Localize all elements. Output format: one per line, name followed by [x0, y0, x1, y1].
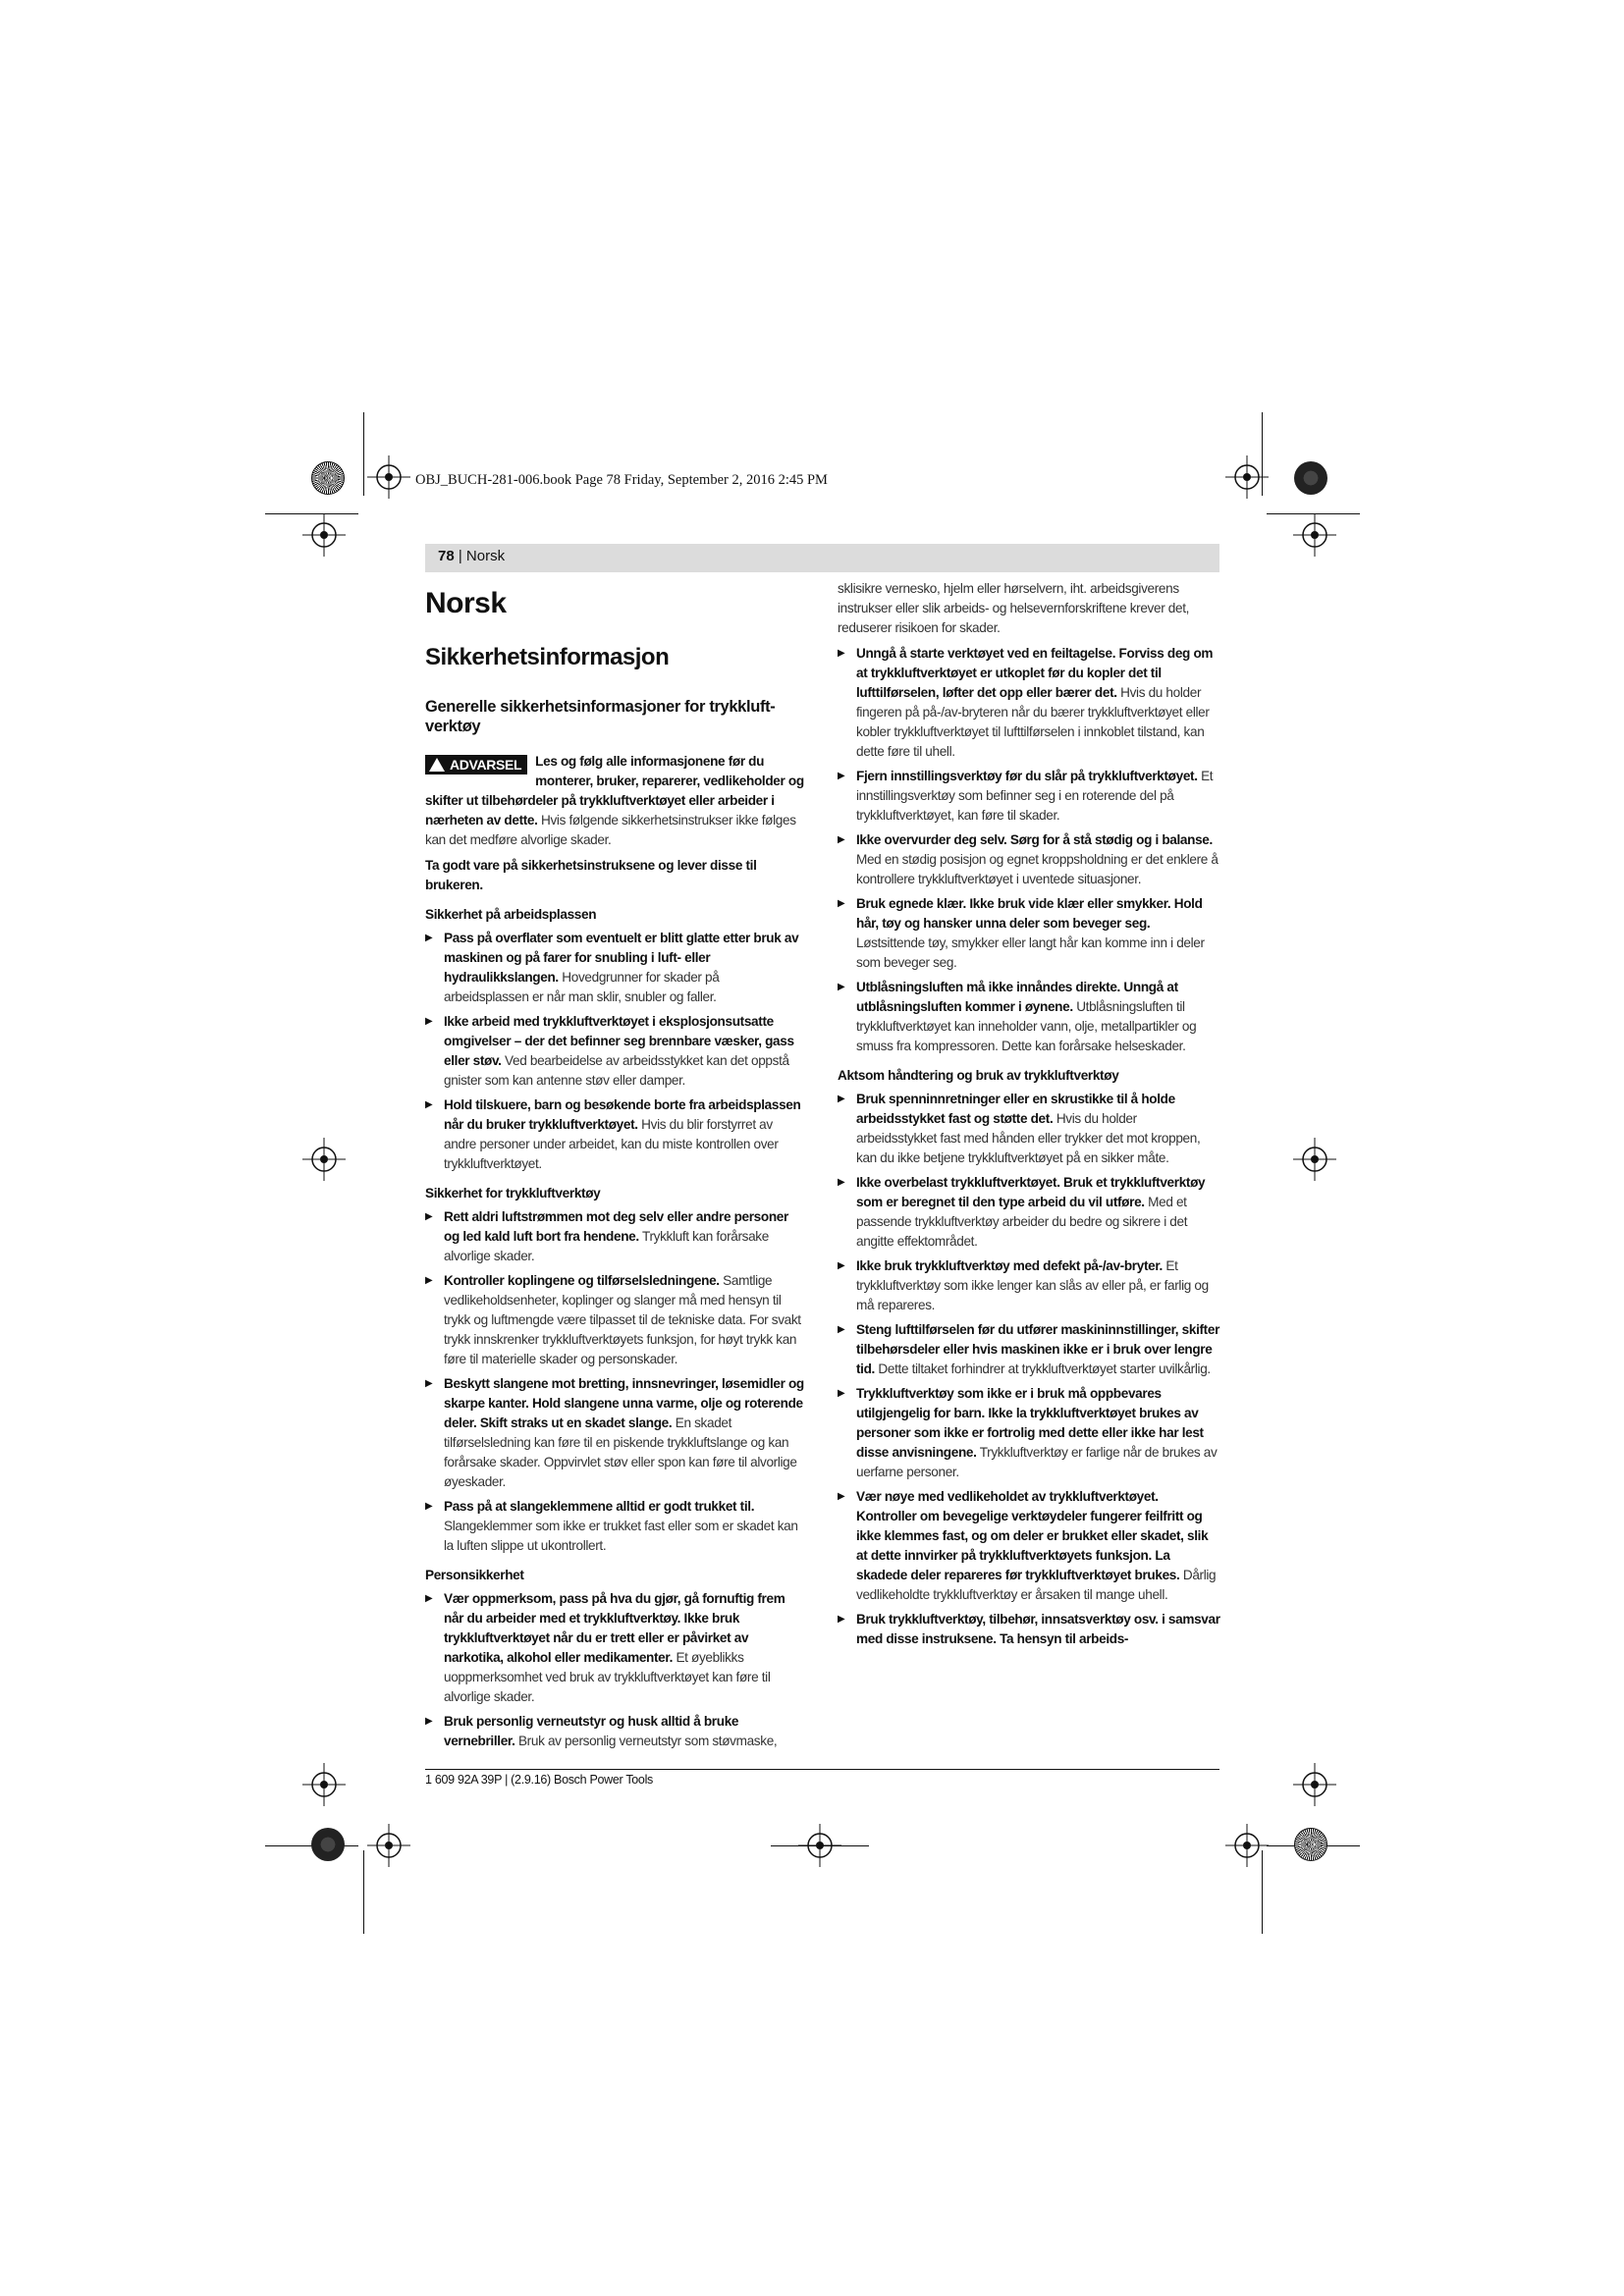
item-text: Dårlig vedlikeholdte trykkluftverktøy er årsaken til mange uhell.	[856, 1568, 1217, 1602]
warning-text: Les og følg alle informasjonene før du monterer, bruker, reparerer, vedlikeholder og skifter ut tilbehørdeler på trykkluftverktøyet eller arbeider i nærheten av dette.	[425, 754, 804, 828]
item-text: Et innstillingsverktøy som befinner seg i en roterende del på trykkluftverktøyet, kan føre til skader.	[856, 769, 1214, 823]
item-text: Løstsittende tøy, smykker eller langt hår kan komme inn i deler som beveger seg.	[856, 935, 1205, 970]
item-bold: Ikke overvurder deg selv. Sørg for å stå stødig og i balanse.	[856, 832, 1213, 847]
item-bold: Utblåsningsluften må ikke innåndes direkte. Unngå at utblåsningsluften kommer i øynene.	[856, 980, 1178, 1014]
section-title: Sikkerhet for trykkluftverktøy	[425, 1186, 601, 1201]
item-text: Trykkluft kan forårsake alvorlige skader.	[444, 1229, 769, 1263]
list-item	[838, 1487, 1220, 1605]
item-bold: Bruk personlig verneutstyr og husk alltid å bruke vernebriller.	[444, 1714, 739, 1748]
list-item	[425, 929, 806, 1007]
registration-mark-icon	[1293, 1763, 1336, 1806]
personal-list-continued	[838, 644, 1220, 1056]
page-footer: 1 609 92A 39P | (2.9.16) Bosch Power Tools	[425, 1773, 654, 1787]
warning-badge	[425, 755, 527, 774]
warning-label: ADVARSEL	[450, 757, 522, 773]
item-bold: Unngå å starte verktøyet ved en feiltagelse. Forviss deg om at trykkluftverktøyet er utkoplet før du kopler det til lufttilførselen, løfter det opp eller bærer det.	[856, 646, 1214, 700]
crop-line	[771, 1845, 869, 1846]
item-bold: Steng lufttilførselen før du utfører maskininnstillinger, skifter tilbehørsdeler eller hvis maskinen ikke er i bruk over lengre tid.	[856, 1322, 1220, 1376]
item-bold: Fjern innstillingsverktøy før du slår på trykkluftverktøyet.	[856, 769, 1198, 783]
list-item	[425, 1271, 806, 1369]
list-item	[838, 1256, 1220, 1315]
item-text: Et øyeblikks uoppmerksomhet ved bruk av trykkluftverktøyet kan føre til alvorlige skader.	[444, 1650, 771, 1704]
color-bar-icon	[311, 1828, 345, 1861]
registration-mark-icon	[1225, 1824, 1269, 1867]
list-item	[838, 1384, 1220, 1482]
item-bold: Ikke arbeid med trykkluftverktøyet i eksplosjonsutsatte omgivelser – der det befinner seg brennbare væsker, gass eller støv.	[444, 1014, 794, 1068]
list-item	[838, 1320, 1220, 1379]
footer-rule	[425, 1769, 1219, 1770]
page-number: 78	[438, 548, 455, 564]
personal-list	[425, 1589, 806, 1751]
list-item	[425, 1374, 806, 1492]
item-text: Med en stødig posisjon og egnet kroppsholdning er det enklere å kontrollere trykkluftverktøyet i uventede situasjoner.	[856, 852, 1218, 886]
page-title: Norsk	[425, 587, 507, 619]
warning-block	[425, 752, 806, 850]
item-text: Bruk av personlig verneutstyr som støvmaske,	[517, 1734, 778, 1748]
section-title: Sikkerhet på arbeidsplassen	[425, 907, 597, 922]
item-text: Ved bearbeidelse av arbeidsstykket kan det oppstå gnister som kan antenne støv eller damper.	[444, 1053, 789, 1088]
registration-mark-icon	[302, 513, 346, 557]
tool-list	[425, 1207, 806, 1556]
color-bar-icon	[1294, 1828, 1327, 1861]
list-item	[425, 1012, 806, 1091]
item-text: Hvis du holder arbeidsstykket fast med hånden eller trykker det mot kroppen, kan du ikke betjene trykkluftverktøyet på en sikker måte.	[856, 1111, 1201, 1165]
item-text: Et trykkluftverktøy som ikke lenger kan slås av eller på, er farlig og må repareres.	[856, 1258, 1209, 1312]
list-item	[838, 1090, 1220, 1168]
warning-note: Hvis følgende sikkerhetsinstrukser ikke følges kan det medføre alvorlige skader.	[425, 813, 796, 847]
color-bar-icon	[1294, 461, 1327, 495]
section-title: Aktsom håndtering og bruk av trykkluftverktøy	[838, 1068, 1119, 1083]
item-text: Med et passende trykkluftverktøy arbeider du bedre og sikrere i det angitte effektområdet.	[856, 1195, 1188, 1249]
list-item	[838, 830, 1220, 889]
section-title: Personsikkerhet	[425, 1568, 524, 1582]
page-header-bar	[425, 544, 1219, 572]
list-item	[838, 644, 1220, 762]
list-item	[838, 1173, 1220, 1252]
page-header: 78 | Norsk	[438, 548, 506, 564]
item-bold: Trykkluftverktøy som ikke er i bruk må oppbevares utilgjengelig for barn. Ikke la trykkluftverktøyet brukes av personer som ikke er fortrolig med dette eller ikke har lest disse anvisningene.	[856, 1386, 1204, 1460]
item-bold: Vær nøye med vedlikeholdet av trykkluftverktøyet. Kontroller om bevegelige verktøydeler fungerer feilfritt og ikke klemmes fast, og om deler er brukket eller skadet, slik at dette innvirker på trykkluftverktøyets funksjon. La skadede deler repareres før trykkluftverktøyet brukes.	[856, 1489, 1209, 1582]
item-text: Samtlige vedlikeholdsenheter, koplinger og slanger må med hensyn til trykk og luftmengde være tilpasset til de tekniske data. For svakt trykk innskrenker trykkluftverktøyets funksjon, for høyt trykk kan føre til materielle skader og personskader.	[444, 1273, 801, 1366]
registration-mark-icon	[302, 1138, 346, 1181]
list-item	[425, 1497, 806, 1556]
item-bold: Hold tilskuere, barn og besøkende borte fra arbeidsplassen når du bruker trykkluftverktøyet.	[444, 1097, 801, 1132]
continuation-text: sklisikre vernesko, hjelm eller hørselvern, iht. arbeidsgiverens instrukser eller slik arbeids- og helsevernforskriftene krever det, reduserer risikoen for skader.	[838, 581, 1190, 635]
registration-mark-icon	[1293, 513, 1336, 557]
left-column	[425, 587, 806, 1757]
list-item	[425, 1095, 806, 1174]
item-text: Hovedgrunner for skader på arbeidsplassen er når man sklir, snubler og faller.	[444, 970, 720, 1004]
list-item	[838, 1610, 1220, 1649]
section-heading: Sikkerhetsinformasjon	[425, 644, 670, 670]
item-text: Hvis du blir forstyrret av andre personer under arbeidet, kan du miste kontrollen over trykkluftverktøyet.	[444, 1117, 779, 1171]
list-item	[425, 1712, 806, 1751]
keep-instructions: Ta godt vare på sikkerhetsinstruksene og lever disse til brukeren.	[425, 858, 757, 892]
header-section: Norsk	[465, 548, 506, 564]
item-bold: Pass på overflater som eventuelt er blitt glatte etter bruk av maskinen og på farer for snubling i luft- eller hydraulikkslangen.	[444, 931, 799, 985]
item-bold: Ikke overbelast trykkluftverktøyet. Bruk et trykkluftverktøy som er beregnet til den type arbeid du vil utføre.	[856, 1175, 1206, 1209]
item-text: Trykkluftverktøy er farlige når de brukes av uerfarne personer.	[856, 1445, 1218, 1479]
item-bold: Beskytt slangene mot bretting, innsnevringer, løsemidler og skarpe kanter. Hold slangene unna varme, olje og roterende deler. Skift straks ut en skadet slange.	[444, 1376, 804, 1430]
registration-mark-icon	[1225, 455, 1269, 499]
item-text: Slangeklemmer som ikke er trukket fast eller som er skadet kan la luften slippe ut ukontrollert.	[444, 1519, 798, 1553]
item-text: Dette tiltaket forhindrer at trykkluftverktøyet starter uvilkårlig.	[878, 1362, 1211, 1376]
list-item	[425, 1589, 806, 1707]
registration-mark-icon	[367, 455, 410, 499]
list-item	[838, 894, 1220, 973]
list-item	[425, 1207, 806, 1266]
registration-mark-icon	[1293, 1138, 1336, 1181]
item-bold: Bruk spenninnretninger eller en skrustikke til å holde arbeidsstykket fast og støtte det.	[856, 1092, 1175, 1126]
item-text: Hvis du holder fingeren på på-/av-bryteren når du bærer trykkluftverktøyet eller kobler trykkluftverktøyet til lufttilførselen i innkoblet tilstand, kan dette føre til uhell.	[856, 685, 1210, 759]
work-list	[425, 929, 806, 1174]
registration-mark-icon	[367, 1824, 410, 1867]
list-item	[838, 767, 1220, 826]
color-bar-icon	[311, 461, 345, 495]
item-bold: Bruk egnede klær. Ikke bruk vide klær eller smykker. Hold hår, tøy og hansker unna deler som beveger seg.	[856, 896, 1203, 931]
item-text: Utblåsningsluften til trykkluftverktøyet kan inneholder vann, olje, metallpartikler og smuss fra kompressoren. Dette kan forårsake helseskader.	[856, 999, 1197, 1053]
item-text: En skadet tilførselsledning kan føre til en piskende trykkluftslange og kan forårsake skader. Oppvirvlet støv eller spon kan føre til alvorlige øyeskader.	[444, 1415, 797, 1489]
item-bold: Ikke bruk trykkluftverktøy med defekt på-/av-bryter.	[856, 1258, 1163, 1273]
warning-triangle-icon	[429, 758, 445, 772]
item-bold: Vær oppmerksom, pass på hva du gjør, gå fornuftig frem når du arbeider med et trykkluftverktøy. Ikke bruk trykkluftverktøyet når du er trett eller er påvirket av narkotika, alkohol eller medikamenter.	[444, 1591, 785, 1665]
right-column	[838, 579, 1220, 1655]
registration-mark-icon	[302, 1763, 346, 1806]
item-bold: Pass på at slangeklemmene alltid er godt trukket til.	[444, 1499, 755, 1514]
list-item	[838, 978, 1220, 1056]
handling-list	[838, 1090, 1220, 1649]
subsection-heading: Generelle sikkerhetsinformasjoner for trykkluft-verktøy	[425, 698, 776, 735]
item-bold: Rett aldri luftstrømmen mot deg selv eller andre personer og led kald luft bort fra hendene.	[444, 1209, 788, 1244]
item-bold: Bruk trykkluftverktøy, tilbehør, innsatsverktøy osv. i samsvar med disse instruksene. Ta hensyn til arbeids-	[856, 1612, 1220, 1646]
item-bold: Kontroller koplingene og tilførselsledningene.	[444, 1273, 720, 1288]
print-slug: OBJ_BUCH-281-006.book Page 78 Friday, September 2, 2016 2:45 PM	[415, 472, 828, 488]
